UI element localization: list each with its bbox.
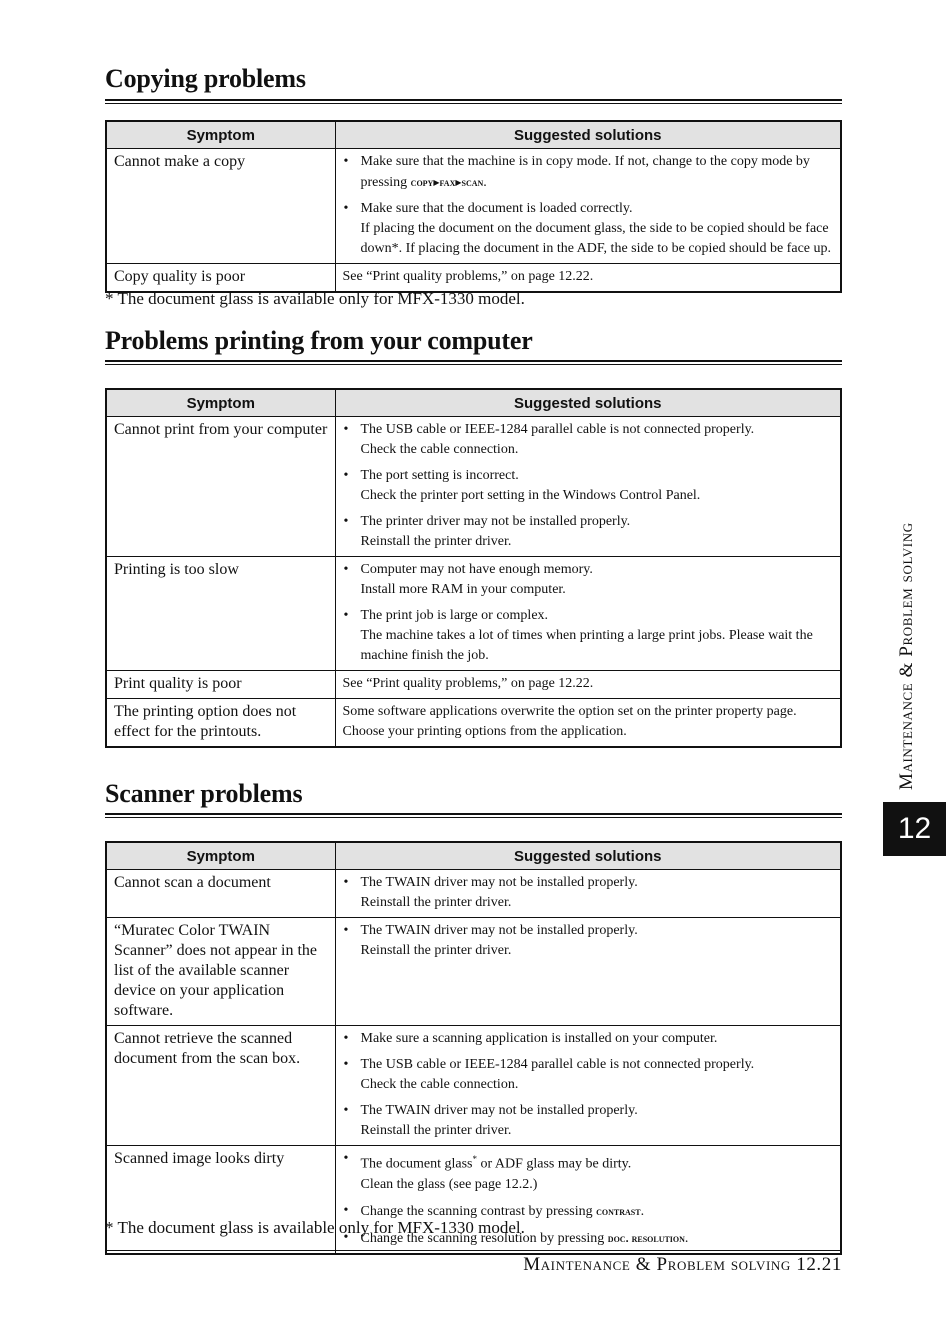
symptom-cell: Cannot make a copy	[106, 149, 335, 264]
symptom-cell: Cannot print from your computer	[106, 417, 335, 557]
solution-item: • Change the scanning resolution by pressing doc. resolution.	[343, 1228, 834, 1249]
table-row	[106, 671, 841, 699]
table-row	[106, 557, 841, 671]
solution-item: • Make sure that the machine is in copy mode. If not, change to the copy mode by pressing copy▶fax▶scan.	[343, 152, 834, 193]
solution-item: • The USB cable or IEEE-1284 parallel cable is not connected properly. Check the cable connection.	[343, 1055, 834, 1095]
arrow-right-icon: ▶	[433, 178, 440, 187]
copying-problems-table	[105, 120, 842, 293]
solution-item: • Change the scanning contrast by pressing contrast.	[343, 1201, 834, 1222]
symptom-cell: Cannot scan a document	[106, 870, 335, 918]
key-scan: scan	[461, 175, 484, 189]
header-symptom: Symptom	[106, 389, 335, 417]
symptom-cell: Printing is too slow	[106, 557, 335, 671]
table-row	[106, 1026, 841, 1146]
section-rule	[105, 99, 842, 104]
symptom-cell: Scanned image looks dirty	[106, 1146, 335, 1254]
printing-problems-table	[105, 388, 842, 748]
table-header-row	[106, 389, 841, 417]
symptom-cell: Cannot retrieve the scanned document from the scan box.	[106, 1026, 335, 1146]
symptom-cell: Print quality is poor	[106, 671, 335, 699]
solution-item: • The TWAIN driver may not be installed properly. Reinstall the printer driver.	[343, 1101, 834, 1141]
section-title-printing: Problems printing from your computer	[105, 326, 533, 355]
section-title-copying: Copying problems	[105, 64, 306, 93]
page-footer: Maintenance & Problem solving 12.21	[523, 1254, 842, 1275]
solution-cell: See “Print quality problems,” on page 12.22.	[335, 264, 841, 293]
arrow-right-icon: ▶	[455, 178, 462, 187]
solution-cell: See “Print quality problems,” on page 12.22.	[335, 671, 841, 699]
symptom-cell: “Muratec Color TWAIN Scanner” does not appear in the list of the available scanner device on your application software.	[106, 918, 335, 1026]
section-rule	[105, 360, 842, 365]
header-symptom: Symptom	[106, 842, 335, 870]
solution-item: • Make sure that the document is loaded correctly. If placing the document on the document glass, the side to be copied should be face down*. If placing the document in the ADF, the side to be copied should be face up.	[343, 199, 834, 259]
solution-cell	[335, 149, 841, 264]
key-doc-resolution: doc. resolution	[607, 1230, 685, 1245]
footnote: * The document glass is available only for MFX-1330 model.	[105, 289, 525, 308]
solution-cell	[335, 870, 841, 918]
solution-item: • The TWAIN driver may not be installed properly. Reinstall the printer driver.	[343, 873, 834, 913]
scanner-problems-table	[105, 841, 842, 1255]
solution-item: • The document glass* or ADF glass may be dirty. Clean the glass (see page 12.2.)	[343, 1149, 834, 1195]
solution-item: • The USB cable or IEEE-1284 parallel cable is not connected properly. Check the cable connection.	[343, 420, 834, 460]
table-row	[106, 417, 841, 557]
solution-item: • Make sure a scanning application is installed on your computer.	[343, 1029, 834, 1049]
key-contrast: contrast	[596, 1203, 641, 1218]
table-header-row	[106, 842, 841, 870]
solution-item: • The printer driver may not be installed properly. Reinstall the printer driver.	[343, 512, 834, 552]
section-rule	[105, 813, 842, 818]
table-row	[106, 149, 841, 264]
table-row	[106, 918, 841, 1026]
section-title-scanner: Scanner problems	[105, 779, 303, 808]
solution-item: • The print job is large or complex. The machine takes a lot of times when printing a large print jobs. Please wait the machine finish the job.	[343, 606, 834, 666]
chapter-side-label: Maintenance & Problem solving	[896, 522, 917, 790]
header-solutions: Suggested solutions	[335, 121, 841, 149]
header-solutions: Suggested solutions	[335, 389, 841, 417]
solution-item: • The TWAIN driver may not be installed properly. Reinstall the printer driver.	[343, 921, 834, 961]
symptom-cell: The printing option does not effect for the printouts.	[106, 699, 335, 748]
solution-item: • Computer may not have enough memory. Install more RAM in your computer.	[343, 560, 834, 600]
header-solutions: Suggested solutions	[335, 842, 841, 870]
solution-cell	[335, 557, 841, 671]
chapter-tab: 12	[883, 802, 946, 856]
table-row	[106, 699, 841, 748]
solution-cell	[335, 417, 841, 557]
table-header-row	[106, 121, 841, 149]
solution-item: • The port setting is incorrect. Check the printer port setting in the Windows Control Panel.	[343, 466, 834, 506]
key-fax: fax	[439, 175, 456, 189]
solution-cell: Some software applications overwrite the option set on the printer property page. Choose your printing options from the application.	[335, 699, 841, 748]
header-symptom: Symptom	[106, 121, 335, 149]
key-copy: copy	[410, 175, 434, 189]
symptom-cell: Copy quality is poor	[106, 264, 335, 293]
table-row	[106, 264, 841, 293]
table-row	[106, 870, 841, 918]
footer-rule	[105, 1250, 842, 1251]
solution-cell	[335, 918, 841, 1026]
solution-cell	[335, 1026, 841, 1146]
footnote: * The document glass is available only for MFX-1330 model.	[105, 1218, 525, 1237]
